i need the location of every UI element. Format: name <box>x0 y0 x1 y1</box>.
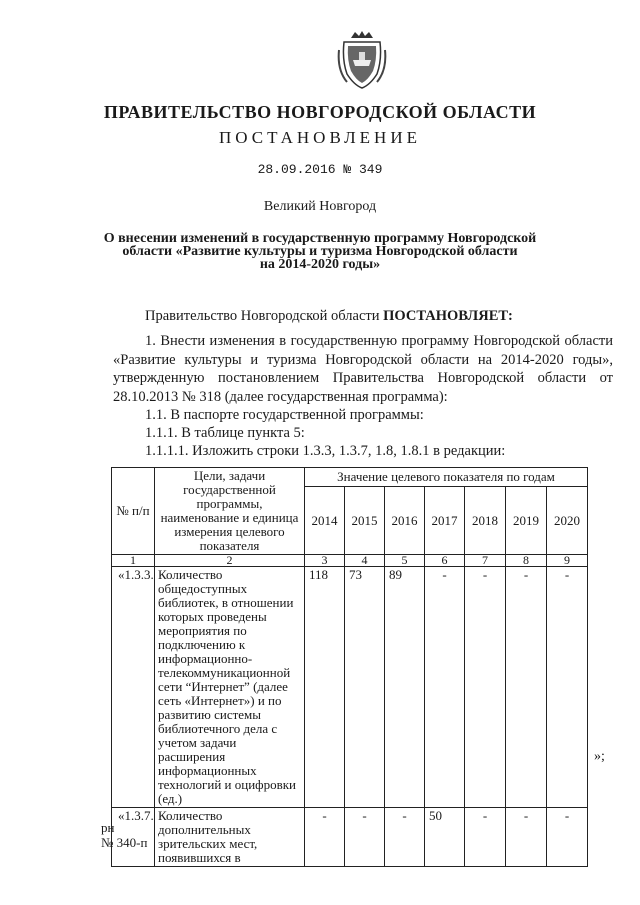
paragraph-1-1: 1.1. В паспорте государственной программы: <box>145 407 424 423</box>
header-year: 2015 <box>345 487 385 555</box>
column-number: 5 <box>385 555 425 567</box>
column-number: 6 <box>425 555 465 567</box>
row-text: Количество дополнительных зрительских мест, появившихся в <box>155 808 305 867</box>
government-title: ПРАВИТЕЛЬСТВО НОВГОРОДСКОЙ ОБЛАСТИ <box>103 102 537 122</box>
column-number: 4 <box>345 555 385 567</box>
row-value: 50 <box>425 808 465 867</box>
column-number: 7 <box>465 555 506 567</box>
heading-line: на 2014-2020 годы» <box>259 257 381 272</box>
column-number: 1 <box>112 555 155 567</box>
intro-paragraph <box>145 307 615 326</box>
paragraph-1-1-1: 1.1.1. В таблице пункта 5: <box>145 425 305 441</box>
paragraph-1-1-1-1: 1.1.1.1. Изложить строки 1.3.3, 1.3.7, 1.8, 1.8.1 в редакции: <box>145 443 506 459</box>
row-value: - <box>385 808 425 867</box>
footer-line: № 340-п <box>101 835 148 850</box>
heading-line: области «Развитие культуры и туризма Новгородской области <box>122 244 518 259</box>
header-year: 2014 <box>305 487 345 555</box>
column-number: 9 <box>547 555 588 567</box>
header-num: № п/п <box>112 468 155 555</box>
column-number: 8 <box>506 555 547 567</box>
row-value: - <box>506 567 547 808</box>
intro-prefix: Правительство Новгородской области <box>145 308 384 324</box>
header-goal: Цели, задачи государственной программы, наименование и единица измерения целевого показателя <box>155 468 305 555</box>
intro-decree-word: ПОСТАНОВЛЯЕТ: <box>383 308 513 324</box>
header-year: 2017 <box>425 487 465 555</box>
row-value: - <box>547 808 588 867</box>
column-number: 3 <box>305 555 345 567</box>
row-tail-quote: »; <box>594 749 605 764</box>
row-value: - <box>305 808 345 867</box>
footer-code <box>101 820 147 850</box>
row-value: 73 <box>345 567 385 808</box>
indicators-table <box>111 467 588 867</box>
row-value: - <box>345 808 385 867</box>
row-number: «1.3.3. <box>112 567 155 808</box>
column-number: 2 <box>155 555 305 567</box>
row-number: «1.3.7. <box>112 808 155 867</box>
row-value: - <box>425 567 465 808</box>
table-row <box>112 567 588 808</box>
row-value: - <box>506 808 547 867</box>
row-value: 118 <box>305 567 345 808</box>
document-city: Великий Новгород <box>263 199 377 214</box>
coat-of-arms-icon <box>337 30 387 90</box>
footer-line: рн <box>101 820 115 835</box>
table-row <box>112 808 588 867</box>
document-date-number: 28.09.2016 № 349 <box>257 162 383 177</box>
header-year: 2016 <box>385 487 425 555</box>
column-number-row <box>112 555 588 567</box>
row-value: - <box>547 567 588 808</box>
heading-line: О внесении изменений в государственную программу Новгородской <box>103 231 537 246</box>
document-heading <box>0 232 640 271</box>
row-value: - <box>465 567 506 808</box>
header-year: 2020 <box>547 487 588 555</box>
document-type: ПОСТАНОВЛЕНИЕ <box>218 128 421 147</box>
header-values: Значение целевого показателя по годам <box>305 468 588 487</box>
row-text: Количество общедоступных библиотек, в отношении которых проведены мероприятия по подключению к информационно-телекоммуникационной сети “Интернет” (далее сеть «Интернет») и по развитию системы библиотечного дела с учетом задачи расширения информационных технологий и оцифровки (ед.) <box>155 567 305 808</box>
row-value: - <box>465 808 506 867</box>
row-value: 89 <box>385 567 425 808</box>
paragraph-1: 1. Внести изменения в государственную программу Новгородской области «Развитие культуры и туризма Новгородской области на 2014-2020 годы», утвержденную постановлением Правительства Новгородской области от 28.10.2013 № 318 (далее государственная программа): <box>113 333 613 405</box>
header-year: 2019 <box>506 487 547 555</box>
header-year: 2018 <box>465 487 506 555</box>
